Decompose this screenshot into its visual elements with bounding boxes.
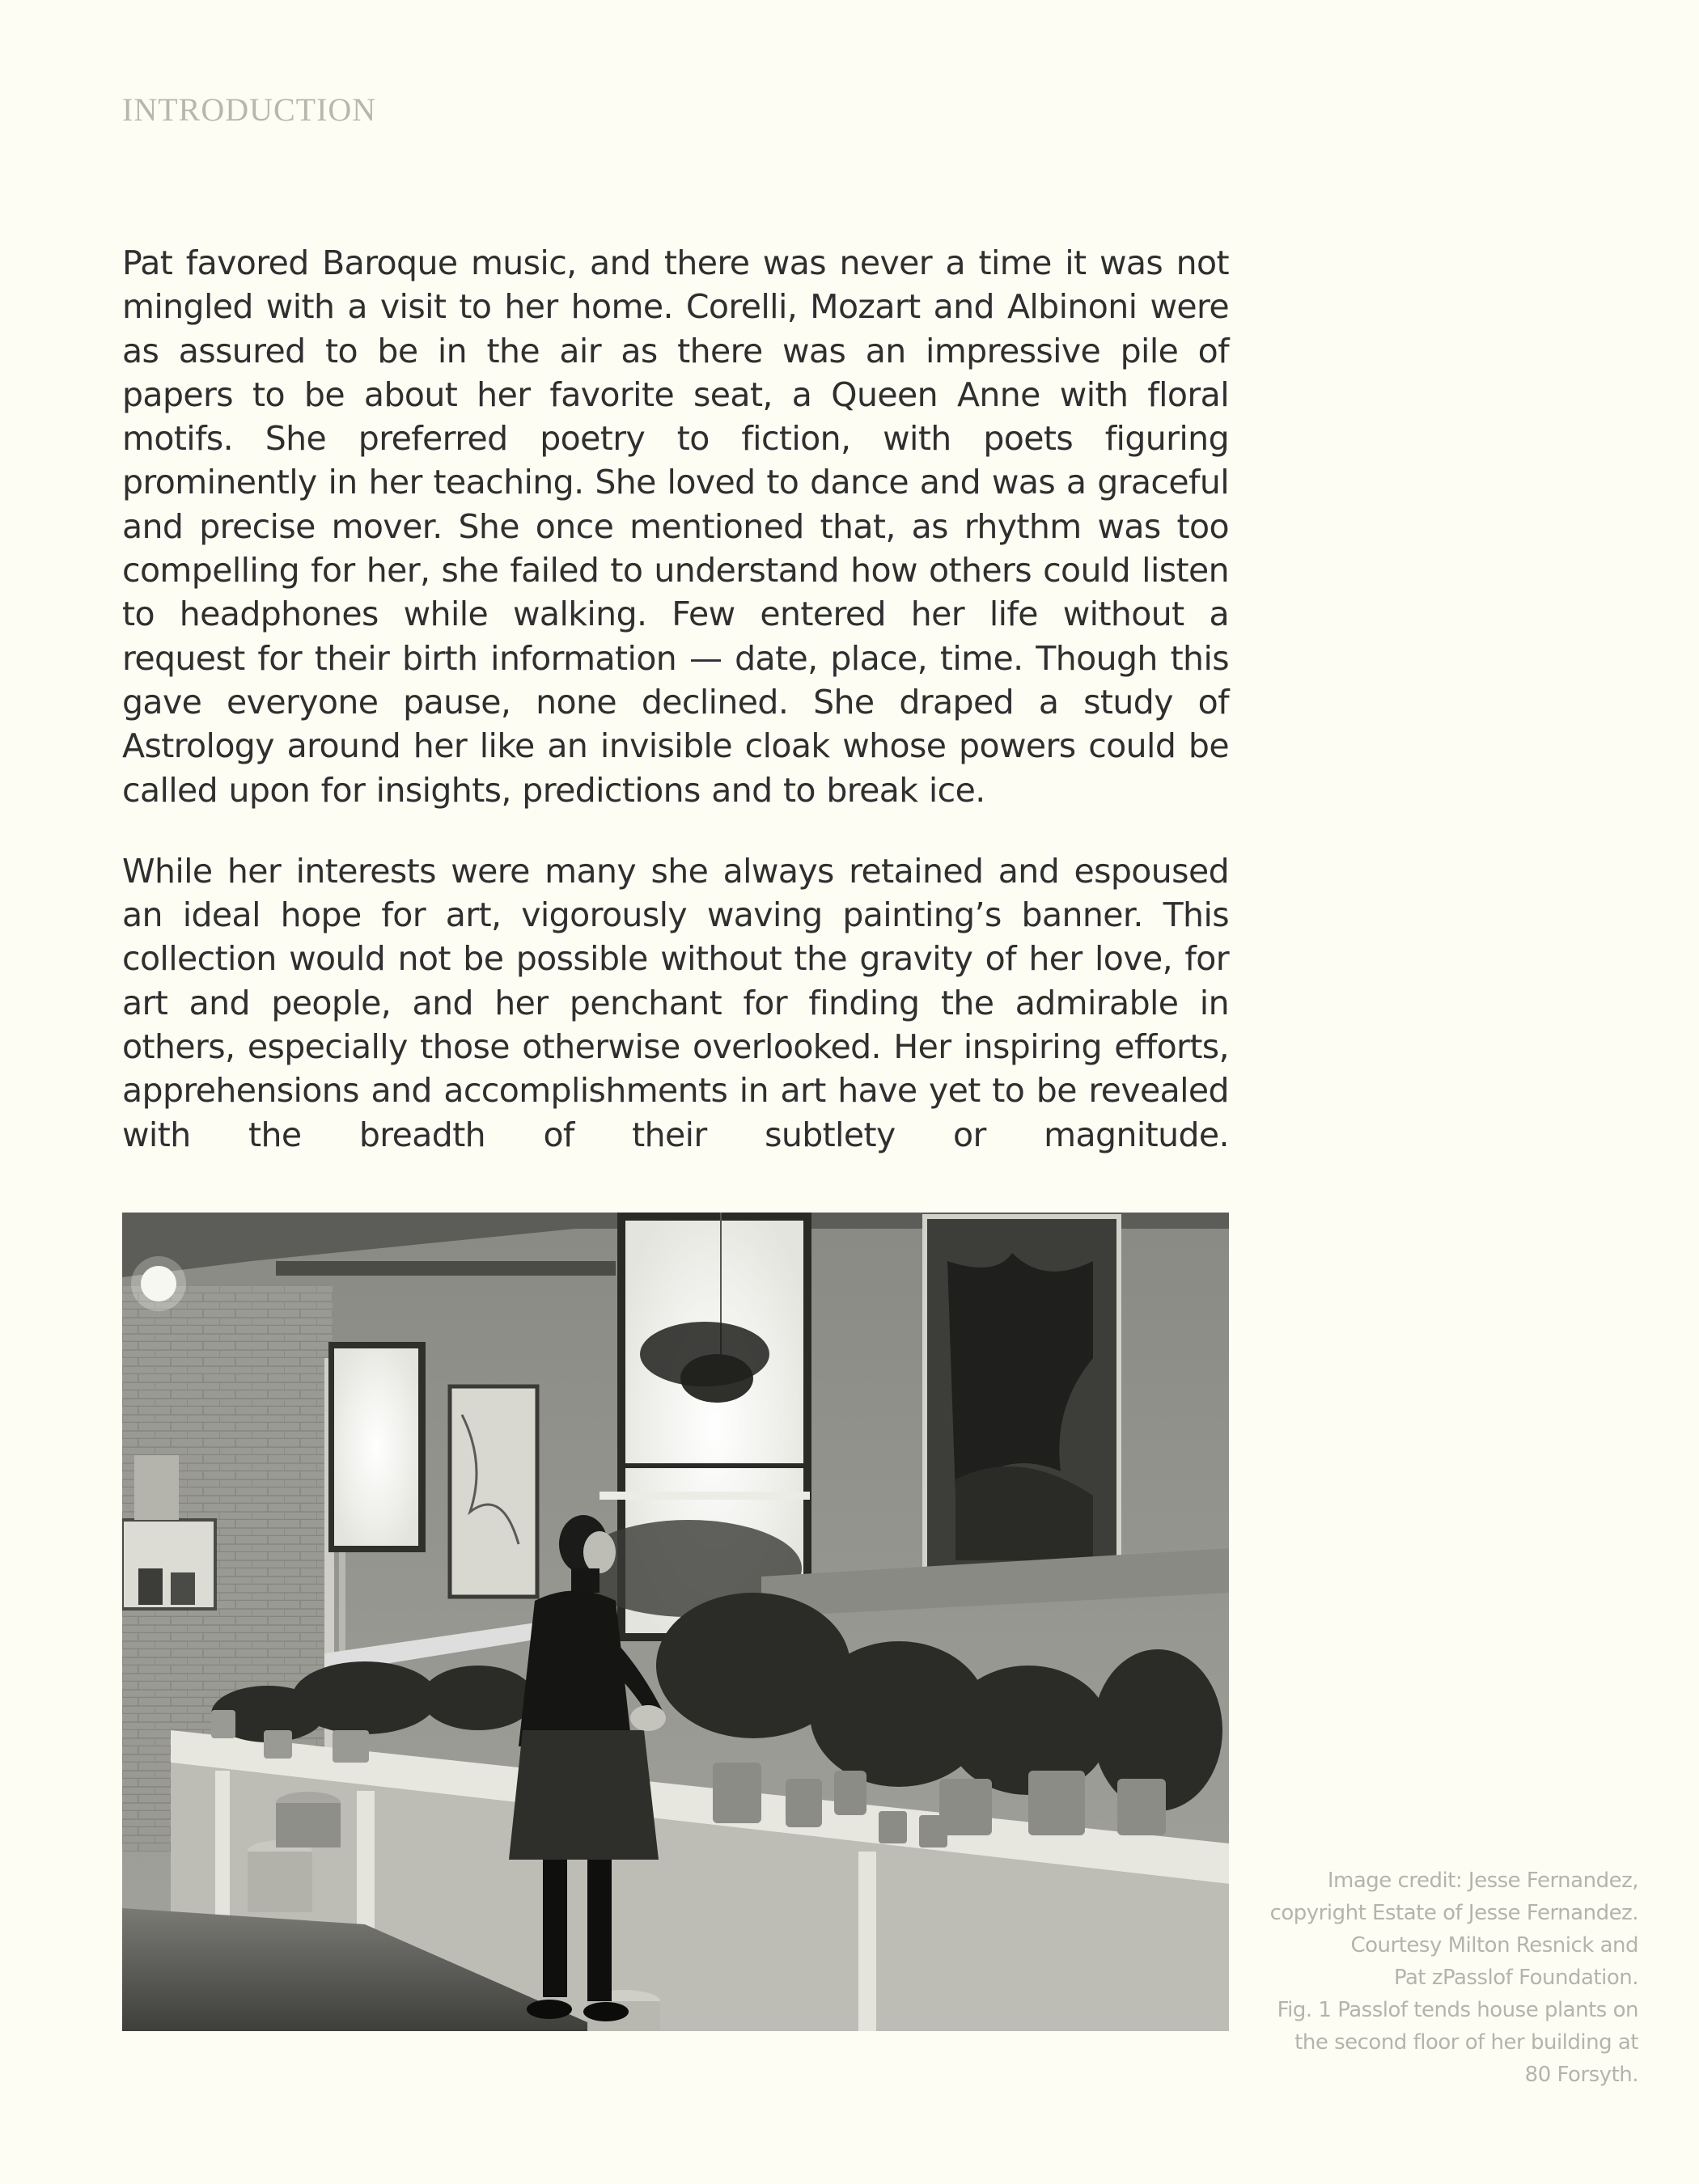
- paragraph-2: While her interests were many she always retained and espoused an ideal hope for art, vigorously waving painting’s banner. This collection would not be possible without the gravity of her love, for art and people, and her penchant for finding the admirable in others, especially those otherwise overlooked. Her inspiring efforts, apprehensions and accomplishments in art have yet to be revealed with the breadth of their subtlety or magnitude.: [122, 851, 1229, 1154]
- caption-line: Courtesy Milton Resnick and: [1350, 1933, 1638, 1958]
- caption-line: Pat zPasslof Foundation.: [1393, 1966, 1638, 1990]
- caption-line: the second floor of her building at: [1294, 2030, 1638, 2055]
- body-text: [122, 241, 1229, 1194]
- greenhouse-photo-illustration: [122, 1213, 1229, 2031]
- caption-line: Fig. 1 Passlof tends house plants on: [1277, 1998, 1638, 2022]
- caption-line: copyright Estate of Jesse Fernandez.: [1269, 1901, 1638, 1925]
- section-label: INTRODUCTION: [122, 91, 377, 128]
- caption-line: Image credit: Jesse Fernandez,: [1327, 1869, 1638, 1893]
- caption-line: 80 Forsyth.: [1524, 2063, 1638, 2087]
- figure-caption: [1218, 1864, 1638, 2091]
- paragraph-1: Pat favored Baroque music, and there was never a time it was not mingled with a visit to her home. Corelli, Mozart and Albinoni were as assured to be in the air as there was an impressive pile of papers to be about her favorite seat, a Queen Anne with floral motifs. She preferred poetry to fiction, with poets figuring prominently in her teaching. She loved to dance and was a graceful and precise mover. She once mentioned that, as rhythm was too compelling for her, she failed to understand how others could listen to headphones while walking. Few entered her life without a request for their birth information — date, place, time. Though this gave everyone pause, none declined. She draped a study of Astrology around her like an invisible cloak whose powers could be called upon for insights, predictions and to break ice.: [122, 243, 1229, 810]
- figure-photo: [122, 1213, 1229, 2031]
